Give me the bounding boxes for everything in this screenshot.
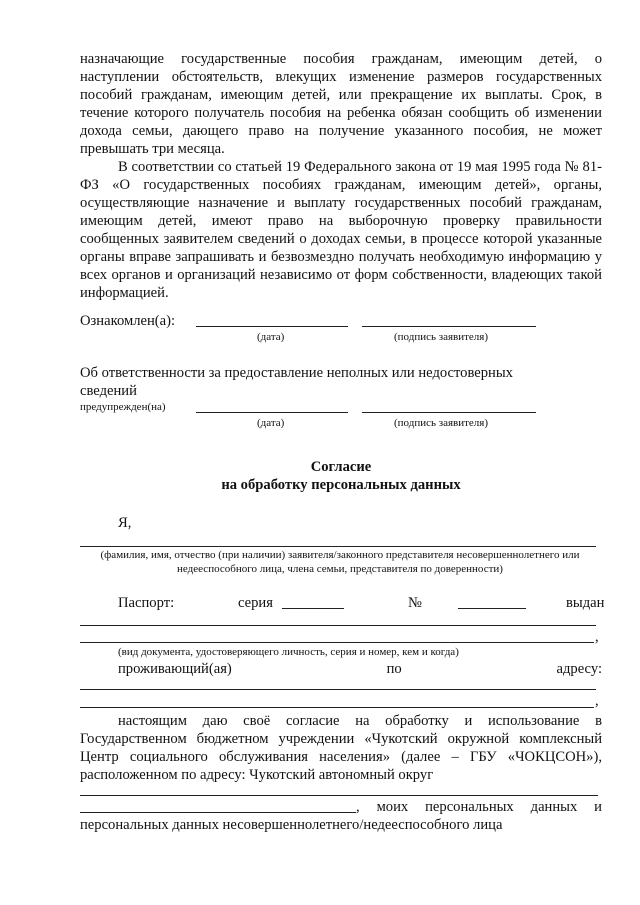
address-label: адресу: xyxy=(556,661,602,677)
series-label: серия xyxy=(238,595,273,611)
address-region-line-2[interactable] xyxy=(80,812,356,813)
resp-date-caption: (дата) xyxy=(257,417,285,429)
resp-date-line[interactable] xyxy=(196,412,348,413)
document-caption: (вид документа, удостоверяющего личность, серия и номер, кем и когда) xyxy=(118,646,459,658)
number-sign: № xyxy=(408,595,422,611)
consent-paragraph: настоящим даю своё согласие на обработку и использование в Государственном бюджетном учреждении «Чукотский окружной комплексный Центр социального обслуживания населения» (далее – ГБУ «ЧОКЦСОН»), расположенном по адресу: Чукотский автономный округ xyxy=(80,713,602,783)
personal-data-row xyxy=(356,798,602,816)
address-line-2[interactable] xyxy=(80,707,594,708)
number-input-line[interactable] xyxy=(458,608,526,609)
full-name-line[interactable] xyxy=(80,546,596,547)
consent-subtitle: на обработку персональных данных xyxy=(221,477,461,493)
resp-signature-line[interactable] xyxy=(362,412,536,413)
ack-signature-line[interactable] xyxy=(362,326,536,327)
paragraph-obligations: назначающие государственные пособия гражданам, имеющим детей, о наступлении обстоятельств, влекущих изменение размеров государственных пособий гражданам, имеющим детей, или прекращение их выплаты. Срок, в течение которого получатель пособия на ребенка обязан сообщить об изменении дохода семьи, дающего право на получение указанного пособия, не может превышать три месяца. xyxy=(80,51,602,157)
paragraph-law-reference: В соответствии со статьей 19 Федерального закона от 19 мая 1995 года № 81-ФЗ «О государственных пособиях гражданам, имеющим детей», органы, осуществляющие назначение и выплату государственных пособий гражданам, имеющим детей, имеют право на выборочную проверку правильности сообщенных заявителем сведений о доходах семьи, в процессе которой указанные органы вправе запрашивать и безвозмездно получать необходимую информацию у всех органов и организаций независимо от форм собственности, владеющих такой информацией. xyxy=(80,159,602,301)
word-personal: персональных xyxy=(425,799,514,815)
at-label: по xyxy=(386,661,402,677)
passport-label: Паспорт: xyxy=(118,595,175,611)
responsibility-line-2: сведений xyxy=(80,383,137,399)
word-my: моих xyxy=(376,799,409,815)
pronoun-i: Я, xyxy=(118,515,132,531)
document-line-1[interactable] xyxy=(80,625,596,626)
responsibility-line-1: Об ответственности за предоставление неполных или недостоверных xyxy=(80,365,513,381)
residing-label: проживающий(ая) xyxy=(118,661,232,677)
address-region-line-1[interactable] xyxy=(80,795,598,796)
address-line-comma: , xyxy=(595,693,599,709)
word-and: и xyxy=(594,799,602,815)
warned-label: предупрежден(на) xyxy=(80,401,166,413)
series-input-line[interactable] xyxy=(282,608,344,609)
address-line-1[interactable] xyxy=(80,689,596,690)
ack-signature-caption: (подпись заявителя) xyxy=(394,331,489,343)
document-line-comma: , xyxy=(595,629,599,645)
word-data: данных xyxy=(530,799,578,815)
acknowledged-label: Ознакомлен(а): xyxy=(80,313,176,329)
full-name-caption: (фамилия, имя, отчество (при наличии) заявителя/законного представителя несовершеннолетнего или недееспособного лица, члена семьи, представителя по доверенности) xyxy=(100,549,580,575)
ack-date-caption: (дата) xyxy=(257,331,285,343)
issued-label: выдан xyxy=(566,595,605,611)
resp-signature-caption: (подпись заявителя) xyxy=(394,417,489,429)
consent-title: Согласие xyxy=(310,459,372,475)
address-row xyxy=(118,660,602,678)
ack-date-line[interactable] xyxy=(196,326,348,327)
comma-sep: , xyxy=(356,799,360,815)
consent-last-line: персональных данных несовершеннолетнего/недееспособного лица xyxy=(80,817,503,833)
document-line-2[interactable] xyxy=(80,642,594,643)
